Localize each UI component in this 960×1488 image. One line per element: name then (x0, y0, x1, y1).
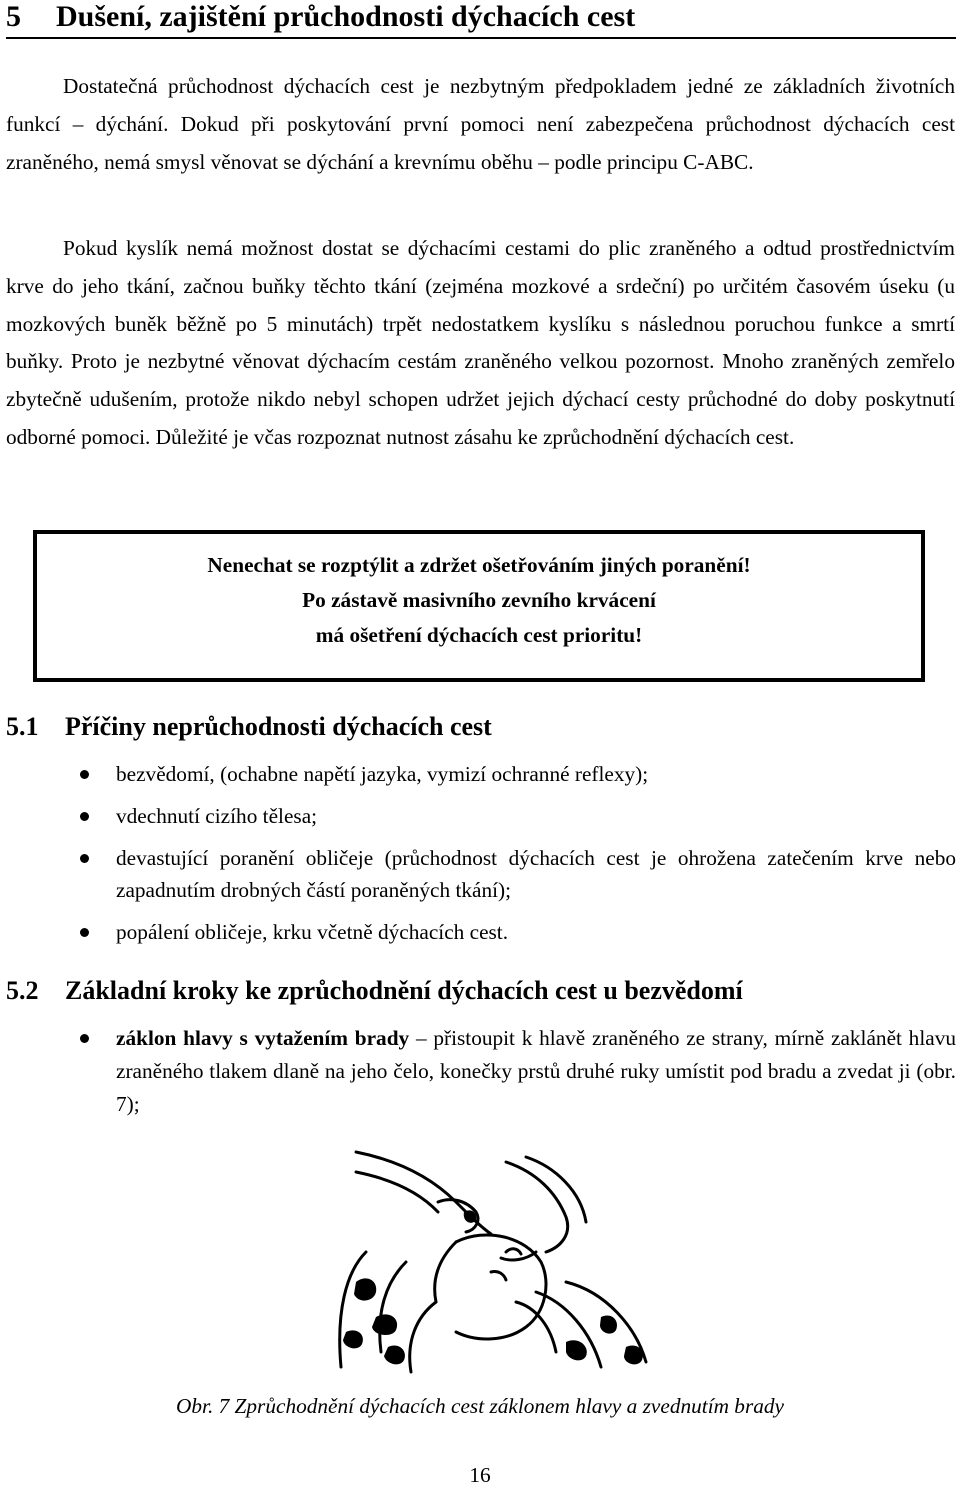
warning-line-2: Po zástavě masivního zevního krvácení (302, 588, 656, 612)
bullet-icon (80, 812, 89, 821)
figure-caption: Obr. 7 Zprůchodnění dýchacích cest záklonem hlavy a zvednutím brady (175, 1394, 784, 1418)
causes-list (0, 758, 956, 958)
chapter-title (6, 0, 956, 39)
section-5-1-title-text: Příčiny neprůchodnosti dýchacích cest (65, 712, 492, 741)
list-item (0, 800, 956, 832)
chapter-title-text: Dušení, zajištění průchodnosti dýchacích cest (56, 0, 636, 33)
oxygen-paragraph: Pokud kyslík nemá možnost dostat se dýchacími cestami do plic zraněného a odtud prostřednictvím krve do jeho tkání, začnou buňky těchto tkání (zejména mozkové a srdeční) po určitém časovém úseku (u mozkových buněk běžně po 5 minutách) trpět nedostatkem kyslíku s následnou poruchou funkce a smrtí buňky. Proto je nezbytné věnovat dýchacím cestám zraněného velkou pozornost. Mnoho zraněných zemřelo zbytečně udušením, protože nikdo nebyl schopen udržet jejich dýchací cesty průchodné do doby poskytnutí odborné pomoci. Důležité je včas rozpoznat nutnost zásahu ke zprůchodnění dýchacích cest. (6, 236, 955, 449)
warning-line-1: Nenechat se rozptýlit a zdržet ošetřováním jiných poranění! (207, 553, 751, 577)
list-item-bold-text: záklon hlavy s vytažením brady (116, 1026, 410, 1050)
section-5-2-title (6, 976, 743, 1006)
section-5-2-title-text: Základní kroky ke zprůchodnění dýchacích cest u bezvědomí (65, 976, 743, 1005)
list-item-text: vdechnutí cizího tělesa; (116, 804, 318, 828)
warning-box (34, 531, 924, 681)
list-item (0, 1022, 956, 1121)
page-number: 16 (469, 1463, 491, 1487)
list-item (0, 916, 956, 948)
list-item (0, 758, 956, 790)
intro-paragraph: Dostatečná průchodnost dýchacích cest je nezbytným předpokladem jedné ze základních životních funkcí – dýchání. Dokud při poskytování první pomoci není zabezpečena průchodnost dýchacích cest zraněného, nemá smysl věnovat se dýchání a krevnímu oběhu – podle principu C-ABC. (6, 74, 955, 174)
section-5-1-number: 5.1 (6, 712, 39, 741)
head-tilt-chin-lift-illustration (206, 1142, 744, 1376)
bullet-icon (80, 1034, 89, 1043)
list-item-text: – přistoupit k hlavě zraněného ze strany, mírně zaklánět hlavu zraněného tlakem dlaně na jeho čelo, konečky prstů druhé ruky umístit pod bradu a zvedat ji (obr. 7); (116, 1026, 956, 1116)
section-5-1-title (6, 712, 492, 742)
bullet-icon (80, 770, 89, 779)
list-item-text: popálení obličeje, krku včetně dýchacích cest. (116, 920, 509, 944)
list-item (0, 842, 956, 906)
chapter-number: 5 (6, 0, 21, 33)
list-item-text: bezvědomí, (ochabne napětí jazyka, vymizí ochranné reflexy); (116, 762, 649, 786)
bullet-icon (80, 928, 89, 937)
list-item-text: devastující poranění obličeje (průchodnost dýchacích cest je ohrožena zatečením krve nebo zapadnutím drobných částí poraněných tkání); (116, 846, 956, 902)
illustration-svg (206, 1142, 744, 1376)
section-5-2-number: 5.2 (6, 976, 39, 1005)
steps-list (0, 1022, 956, 1131)
bullet-icon (80, 854, 89, 863)
warning-line-3: má ošetření dýchacích cest prioritu! (315, 623, 643, 647)
